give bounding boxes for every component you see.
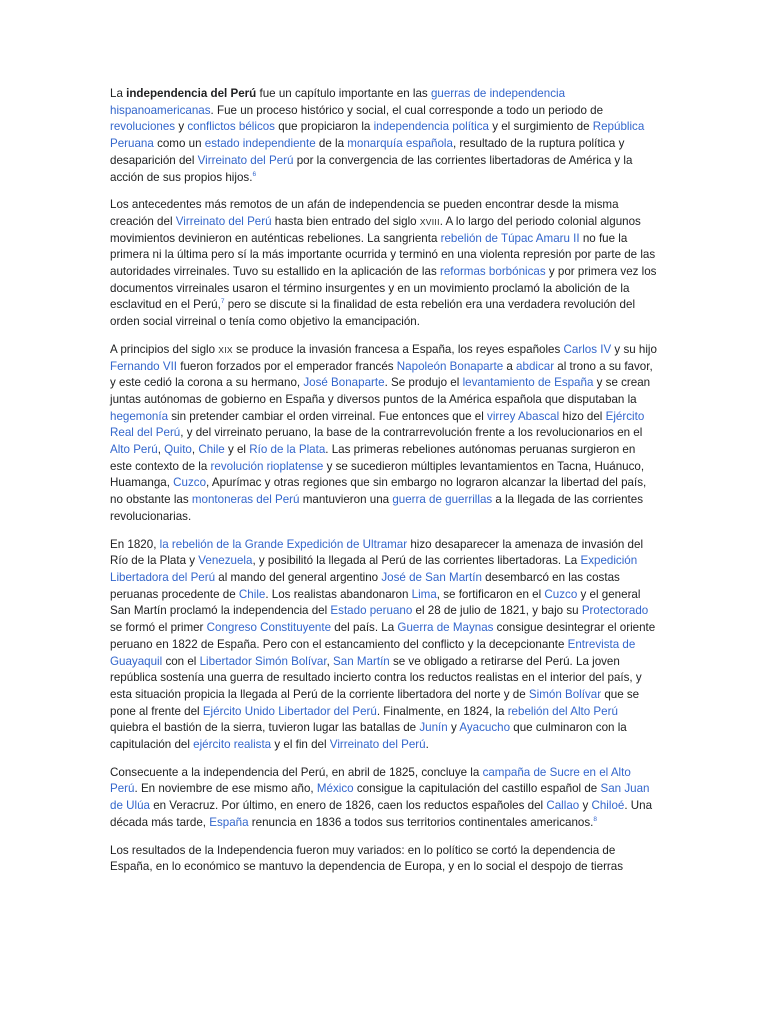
link-jose-de-san-martin[interactable]: José de San Martín	[381, 570, 482, 584]
text-run: con el	[162, 654, 200, 668]
article-body	[110, 86, 658, 887]
text-run: ,	[157, 443, 165, 457]
link-alto-peru[interactable]: Alto Perú	[110, 443, 158, 457]
link-virreinato-del-peru[interactable]: Virreinato del Perú	[197, 153, 294, 167]
article-subject: independencia del Perú	[126, 87, 257, 100]
link-guerra-de-maynas[interactable]: Guerra de Maynas	[397, 621, 494, 635]
text-run: y el fin del	[271, 738, 330, 752]
link-levantamiento-de-espana[interactable]: levantamiento de España	[462, 376, 594, 390]
link-chile[interactable]: Chile	[198, 443, 225, 457]
paragraph-5	[110, 765, 658, 832]
text-run: ,	[191, 443, 199, 457]
text-run: consigue desintegrar el oriente peruano en 1822 de España. Pero con el estancamiento del conflicto y la decepcionante	[110, 621, 656, 651]
text-run: . Los realistas abandonaron	[265, 587, 412, 601]
link-rio-de-la-plata[interactable]: Río de la Plata	[249, 443, 326, 457]
text-run: fueron forzados por el emperador francés	[177, 359, 397, 373]
link-cuzco[interactable]: Cuzco	[544, 587, 578, 601]
paragraph-1	[110, 86, 658, 186]
text-run: y el	[224, 443, 250, 457]
paragraph-3	[110, 342, 658, 526]
text-run: como un	[153, 137, 205, 151]
link-virreinato-del-peru[interactable]: Virreinato del Perú	[175, 214, 272, 228]
century-numeral: XIX	[218, 344, 233, 355]
text-run: .	[425, 738, 429, 752]
link-espana[interactable]: España	[209, 815, 249, 829]
text-run: , resultado de la ruptura política y desaparición del	[110, 137, 625, 167]
text-run: , y del virreinato peruano, la base de la contrarrevolución frente a los revolucionarios en el	[180, 426, 643, 440]
text-run: a la llegada de las corrientes revolucionarias.	[110, 493, 644, 523]
link-virreinato-del-peru[interactable]: Virreinato del Perú	[329, 738, 426, 752]
link-ayacucho[interactable]: Ayacucho	[459, 721, 511, 735]
text-run: al trono a su favor, y este cedió la corona a su hermano,	[110, 359, 653, 390]
link-abdicar[interactable]: abdicar	[516, 359, 555, 373]
text-run: En 1820,	[110, 537, 160, 551]
link-congreso-constituyente[interactable]: Congreso Constituyente	[206, 621, 332, 635]
text-run: que se pone al frente del	[110, 687, 640, 718]
link-quito[interactable]: Quito	[164, 443, 192, 457]
text-run: por la convergencia de las corrientes libertadoras de América y la acción de sus propios hijos.	[110, 153, 633, 184]
link-estado-peruano[interactable]: Estado peruano	[330, 604, 413, 618]
link-entrevista-de-guayaquil[interactable]: Entrevista de Guayaquil	[110, 637, 636, 668]
text-run: se produce la invasión francesa a España, los reyes españoles	[232, 342, 564, 356]
link-independencia-politica[interactable]: independencia política	[373, 120, 489, 134]
paragraph-2	[110, 197, 658, 331]
link-expedicion-libertadora-del-peru[interactable]: Expedición Libertadora del Perú	[110, 554, 638, 584]
link-cuzco[interactable]: Cuzco	[173, 476, 207, 490]
link-ejercito-real-del-peru[interactable]: Ejército Real del Perú	[110, 409, 645, 440]
link-guerra-de-guerrillas[interactable]: guerra de guerrillas	[392, 493, 493, 507]
text-run: Consecuente a la independencia del Perú, en abril de 1825, concluye la	[110, 765, 483, 779]
text-run: renuncia en 1836 a todos sus territorios continentales americanos.	[248, 815, 594, 829]
link-libertador-simon-bolivar[interactable]: Libertador Simón Bolívar	[199, 654, 327, 668]
text-run: y el surgimiento de	[488, 120, 593, 134]
text-run: no fue la primera ni la última pero sí la más importante ocurrida y terminó en una violenta represión por parte de las autoridades virreinales. Tuvo su estallido en la aplicación de las	[110, 231, 656, 279]
link-jose-bonaparte[interactable]: José Bonaparte	[303, 376, 385, 390]
text-run: que culminaron con la capitulación del	[110, 721, 627, 752]
reference-6[interactable]: 6	[252, 170, 257, 178]
link-ejercito-unido-libertador-del-peru[interactable]: Ejército Unido Libertador del Perú	[202, 704, 377, 718]
text-run: hizo desaparecer la amenaza de invasión del Río de la Plata y	[110, 537, 644, 568]
reference-8[interactable]: 8	[593, 815, 597, 823]
link-rebelion-del-alto-peru[interactable]: rebelión del Alto Perú	[507, 704, 618, 718]
text-run: que propiciaron la	[274, 120, 374, 134]
text-run: el 28 de julio de 1821, y bajo su	[412, 604, 582, 618]
text-run: y el general San Martín proclamó la independencia del	[110, 587, 641, 618]
text-run: hasta bien entrado del siglo	[271, 214, 420, 228]
link-napoleon-bonaparte[interactable]: Napoleón Bonaparte	[396, 359, 504, 373]
link-san-martin[interactable]: San Martín	[333, 654, 390, 668]
text-run: . A lo largo del periodo colonial algunos movimientos devinieron en auténticas rebeliones. La sangrienta	[110, 214, 641, 245]
link-conflictos-belicos[interactable]: conflictos bélicos	[187, 120, 275, 134]
text-run: , Apurímac y otras regiones que sin embargo no lograron alcanzar la libertad del país, no obstante las	[110, 476, 647, 507]
link-fernando-vii[interactable]: Fernando VII	[110, 359, 178, 373]
link-mexico[interactable]: México	[316, 782, 354, 796]
century-numeral: XVIII	[419, 216, 440, 227]
text-run: y	[579, 799, 592, 813]
text-run: . Finalmente, en 1824, la	[376, 704, 508, 718]
text-run: hizo del	[559, 409, 606, 423]
link-hegemonia[interactable]: hegemonía	[110, 409, 169, 423]
link-san-juan-de-ulua[interactable]: San Juan de Ulúa	[110, 782, 650, 813]
text-run: y se crean juntas autónomas de gobierno en España y diversos puntos de la América española que disputaban la	[110, 376, 651, 406]
link-estado-independiente[interactable]: estado independiente	[204, 137, 316, 151]
text-run: y su hijo	[611, 342, 657, 356]
text-run: a	[503, 359, 517, 373]
text-run: , se fortificaron en el	[436, 587, 545, 601]
link-chile[interactable]: Chile	[238, 587, 266, 601]
text-run: fue un capítulo importante en las	[256, 87, 431, 100]
link-monarquia-espanola[interactable]: monarquía española	[347, 137, 453, 151]
text-run: Los antecedentes más remotos de un afán de independencia se pueden encontrar desde la misma creación del	[110, 198, 619, 228]
text-run: . Las primeras rebeliones autónomas peruanas surgieron en este contexto de la	[110, 443, 636, 473]
text-run: . Se produjo el	[384, 376, 463, 390]
link-ejercito-realista[interactable]: ejército realista	[193, 738, 272, 752]
text-run: quiebra el bastión de la sierra, tuvieron lugar las batallas de	[110, 721, 420, 735]
text-run: y por primera vez los documentos virreinales usaron el término insurgentes y en un movimiento proclamó la abolición de la esclavitud en el Perú,	[110, 265, 657, 312]
text-run: se formó el primer	[110, 621, 207, 635]
link-chiloe[interactable]: Chiloé	[591, 799, 625, 813]
text-run: A principios del siglo	[110, 342, 219, 356]
text-run: La	[110, 87, 127, 100]
text-run: . Una década más tarde,	[110, 799, 653, 829]
link-venezuela[interactable]: Venezuela	[198, 554, 253, 568]
reference-7[interactable]: 7	[220, 298, 225, 306]
text-run: ,	[326, 654, 334, 668]
text-run: consigue la capitulación del castillo español de	[353, 782, 601, 796]
text-run: y se sucedieron múltiples levantamientos en Tacna, Huánuco, Huamanga,	[110, 459, 645, 490]
link-revoluciones[interactable]: revoluciones	[110, 120, 176, 134]
link-guerras-de-independencia-hispanoamericanas[interactable]: guerras de independencia hispanoamericanas	[110, 87, 566, 117]
text-run: se ve obligado a retirarse del Perú. La joven república sostenía una guerra de resultado incierto contra los reductos realistas en el interior del país, y esta situación propicia la llegada al Perú de la corriente libertadora del norte y de	[110, 654, 642, 701]
link-la-rebelion-de-la-grande-expedicion-de-ultramar[interactable]: la rebelión de la Grande Expedición de Ultramar	[159, 537, 408, 551]
link-reformas-borbonicas[interactable]: reformas borbónicas	[439, 265, 546, 279]
text-run: y	[175, 120, 188, 134]
paragraph-4	[110, 537, 658, 754]
text-run: de la	[315, 137, 348, 151]
text-run: desembarcó en las costas peruanas procedente de	[110, 570, 620, 601]
text-run: pero se discute si la finalidad de esta rebelión era una verdadera revolución del orden social virreinal o tenía como objetivo la emancipación.	[110, 298, 636, 329]
text-run: del país. La	[331, 621, 398, 635]
text-run: , y posibilitó la llegada al Perú de las corrientes libertadoras. La	[252, 554, 581, 568]
link-rebelion-de-tupac-amaru-ii[interactable]: rebelión de Túpac Amaru II	[440, 231, 580, 245]
link-montoneras-del-peru[interactable]: montoneras del Perú	[191, 493, 300, 507]
link-virrey-abascal[interactable]: virrey Abascal	[487, 409, 560, 423]
text-run: en Veracruz. Por último, en enero de 1826, caen los reductos españoles del	[149, 799, 547, 813]
link-protectorado[interactable]: Protectorado	[581, 604, 649, 618]
text-run: y	[447, 721, 460, 735]
link-simon-bolivar[interactable]: Simón Bolívar	[528, 687, 602, 701]
paragraph-6	[110, 843, 658, 876]
text-run: sin pretender cambiar el orden virreinal. Fue entonces que el	[168, 409, 488, 423]
link-junin[interactable]: Junín	[419, 721, 448, 735]
link-callao[interactable]: Callao	[546, 799, 580, 813]
text-run: al mando del general argentino	[215, 570, 382, 584]
link-lima[interactable]: Lima	[411, 587, 437, 601]
link-carlos-iv[interactable]: Carlos IV	[563, 342, 612, 356]
link-campana-de-sucre-en-el-alto-peru[interactable]: campaña de Sucre en el Alto Perú	[110, 765, 631, 796]
link-republica-peruana[interactable]: República Peruana	[110, 120, 645, 151]
text-run: mantuvieron una	[299, 493, 393, 507]
link-revolucion-rioplatense[interactable]: revolución rioplatense	[210, 459, 324, 473]
text-run: Los resultados de la Independencia fueron muy variados: en lo político se cortó la dependencia de España, en lo económico se mantuvo la dependencia de Europa, y en lo social el despojo de tierras	[110, 843, 624, 874]
text-run: . Fue un proceso histórico y social, el cual corresponde a todo un periodo de	[210, 103, 604, 117]
text-run: . En noviembre de ese mismo año,	[134, 782, 317, 796]
